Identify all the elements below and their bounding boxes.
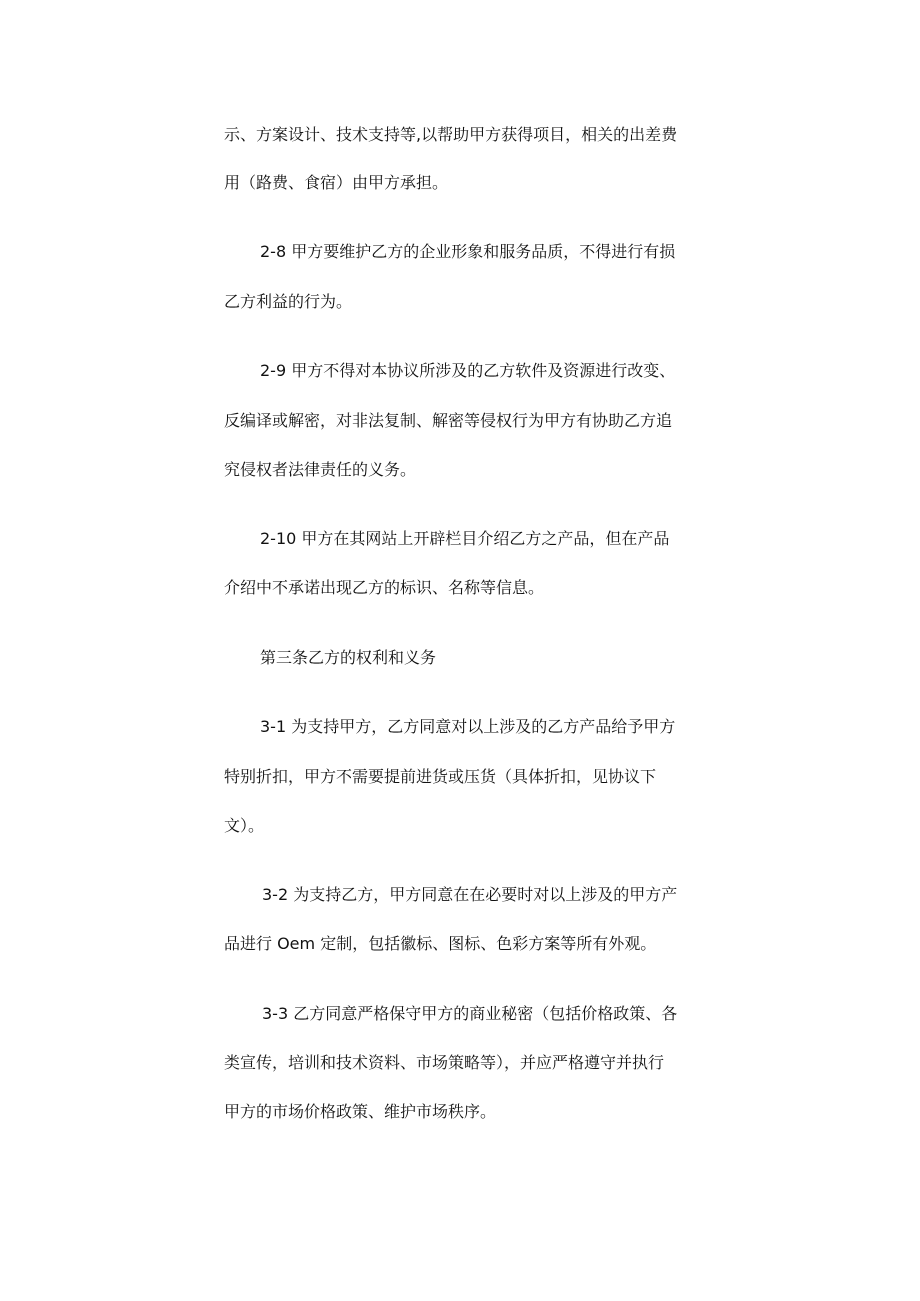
clause-2-9-line-2: 反编译或解密，对非法复制、解密等侵权行为甲方有协助乙方追: [224, 411, 673, 430]
section-heading-article-3: 第三条乙方的权利和义务: [260, 648, 437, 667]
text-line-2: 用（路费、食宿）由甲方承担。: [224, 173, 449, 192]
text-line-1: 示、方案设计、技术支持等,以帮助甲方获得项目，相关的出差费: [224, 125, 678, 144]
clause-3-1-line-2: 特别折扣，甲方不需要提前进货或压货（具体折扣，见协议下: [224, 767, 657, 786]
clause-3-2-line-2: 品进行 Oem 定制，包括徽标、图标、色彩方案等所有外观。: [224, 934, 657, 953]
clause-2-9-line-1: 2-9 甲方不得对本协议所涉及的乙方软件及资源进行改变、: [260, 361, 676, 380]
clause-3-3-line-1: 3-3 乙方同意严格保守甲方的商业秘密（包括价格政策、各: [262, 1004, 678, 1023]
clause-3-3-line-3: 甲方的市场价格政策、维护市场秩序。: [224, 1102, 497, 1121]
clause-2-9-line-3: 究侵权者法律责任的义务。: [224, 460, 417, 479]
clause-2-8-line-2: 乙方利益的行为。: [224, 292, 353, 311]
clause-2-10-line-1: 2-10 甲方在其网站上开辟栏目介绍乙方之产品，但在产品: [260, 529, 670, 548]
clause-2-10-line-2: 介绍中不承诺出现乙方的标识、名称等信息。: [224, 578, 545, 597]
clause-3-2-line-1: 3-2 为支持乙方，甲方同意在在必要时对以上涉及的甲方产: [262, 885, 678, 904]
clause-2-8-line-1: 2-8 甲方要维护乙方的企业形象和服务品质，不得进行有损: [260, 242, 676, 261]
clause-3-1-line-3: 文）。: [224, 816, 265, 835]
clause-3-3-line-2: 类宣传，培训和技术资料、市场策略等），并应严格遵守并执行: [224, 1053, 665, 1072]
clause-3-1-line-1: 3-1 为支持甲方，乙方同意对以上涉及的乙方产品给予甲方: [260, 717, 676, 736]
